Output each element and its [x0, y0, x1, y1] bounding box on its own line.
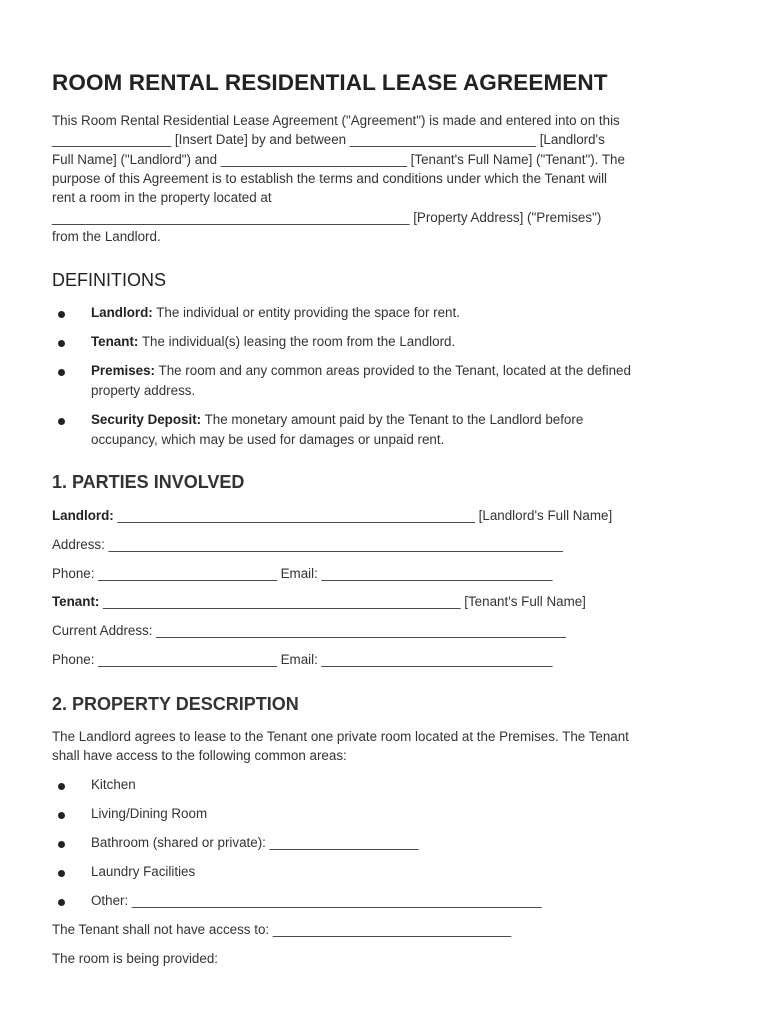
definition-text: The monetary amount paid by the Tenant to the Landlord before	[201, 412, 584, 427]
common-area-item: Bathroom (shared or private): ____________________	[91, 835, 419, 850]
definition-tenant	[91, 334, 455, 349]
definition-text: The room and any common areas provided to the Tenant, located at the defined	[155, 363, 631, 378]
definition-term: Security Deposit:	[91, 412, 202, 427]
landlord-address-field: Address: _____________________________________________________________	[52, 537, 563, 552]
definition-term: Landlord:	[91, 305, 153, 320]
definition-security-deposit-cont: occupancy, which may be used for damages or unpaid rent.	[91, 432, 445, 447]
landlord-blank: ________________________________________________ [Landlord's Full Name]	[113, 508, 613, 523]
landlord-name-field	[52, 508, 612, 523]
bullet-icon	[58, 340, 65, 347]
room-provided-line: The room is being provided:	[52, 951, 218, 966]
bullet-icon	[58, 812, 65, 819]
no-access-field: The Tenant shall not have access to: ________________________________	[52, 922, 512, 937]
definition-term: Premises:	[91, 363, 156, 378]
tenant-phone-email-field: Phone: ________________________ Email: _______________________________	[52, 652, 553, 667]
intro-line-4: purpose of this Agreement is to establish the terms and conditions under which the Tenant will	[52, 171, 608, 186]
tenant-label: Tenant:	[52, 594, 100, 609]
common-area-item: Laundry Facilities	[91, 864, 196, 879]
definition-security-deposit	[91, 412, 583, 427]
intro-line-6: ________________________________________________ [Property Address] ("Premises")	[52, 210, 602, 225]
bullet-icon	[58, 783, 65, 790]
definition-landlord	[91, 305, 460, 320]
common-area-item: Other: _______________________________________________________	[91, 893, 542, 908]
intro-line-3: Full Name] ("Landlord") and _________________________ [Tenant's Full Name] ("Tenant"). The	[52, 152, 625, 167]
definition-premises	[91, 363, 631, 378]
property-paragraph-line-2: shall have access to the following common areas:	[52, 748, 347, 763]
definition-text: The individual or entity providing the space for rent.	[152, 305, 460, 320]
tenant-address-field: Current Address: _______________________________________________________	[52, 623, 566, 638]
document-title: ROOM RENTAL RESIDENTIAL LEASE AGREEMENT	[52, 70, 608, 95]
definition-term: Tenant:	[91, 334, 139, 349]
landlord-label: Landlord:	[52, 508, 114, 523]
definition-premises-cont: property address.	[91, 383, 196, 398]
property-paragraph-line-1: The Landlord agrees to lease to the Tenant one private room located at the Premises. The Tenant	[52, 729, 629, 744]
intro-line-5: rent a room in the property located at	[52, 190, 272, 205]
common-area-item: Kitchen	[91, 777, 136, 792]
property-heading: 2. PROPERTY DESCRIPTION	[52, 694, 299, 714]
common-area-item: Living/Dining Room	[91, 806, 208, 821]
bullet-icon	[58, 311, 65, 318]
definition-text: The individual(s) leasing the room from the Landlord.	[138, 334, 456, 349]
tenant-blank: ________________________________________________ [Tenant's Full Name]	[99, 594, 586, 609]
intro-line-1: This Room Rental Residential Lease Agreement ("Agreement") is made and entered into on this	[52, 113, 620, 128]
parties-heading: 1. PARTIES INVOLVED	[52, 472, 245, 492]
bullet-icon	[58, 899, 65, 906]
bullet-icon	[58, 841, 65, 848]
bullet-icon	[58, 418, 65, 425]
intro-line-7: from the Landlord.	[52, 229, 161, 244]
bullet-icon	[58, 369, 65, 376]
tenant-name-field	[52, 594, 586, 609]
definitions-heading: DEFINITIONS	[52, 270, 167, 290]
intro-line-2: ________________ [Insert Date] by and between _________________________ [Landlord's	[52, 132, 605, 147]
bullet-icon	[58, 870, 65, 877]
landlord-phone-email-field: Phone: ________________________ Email: _______________________________	[52, 566, 553, 581]
